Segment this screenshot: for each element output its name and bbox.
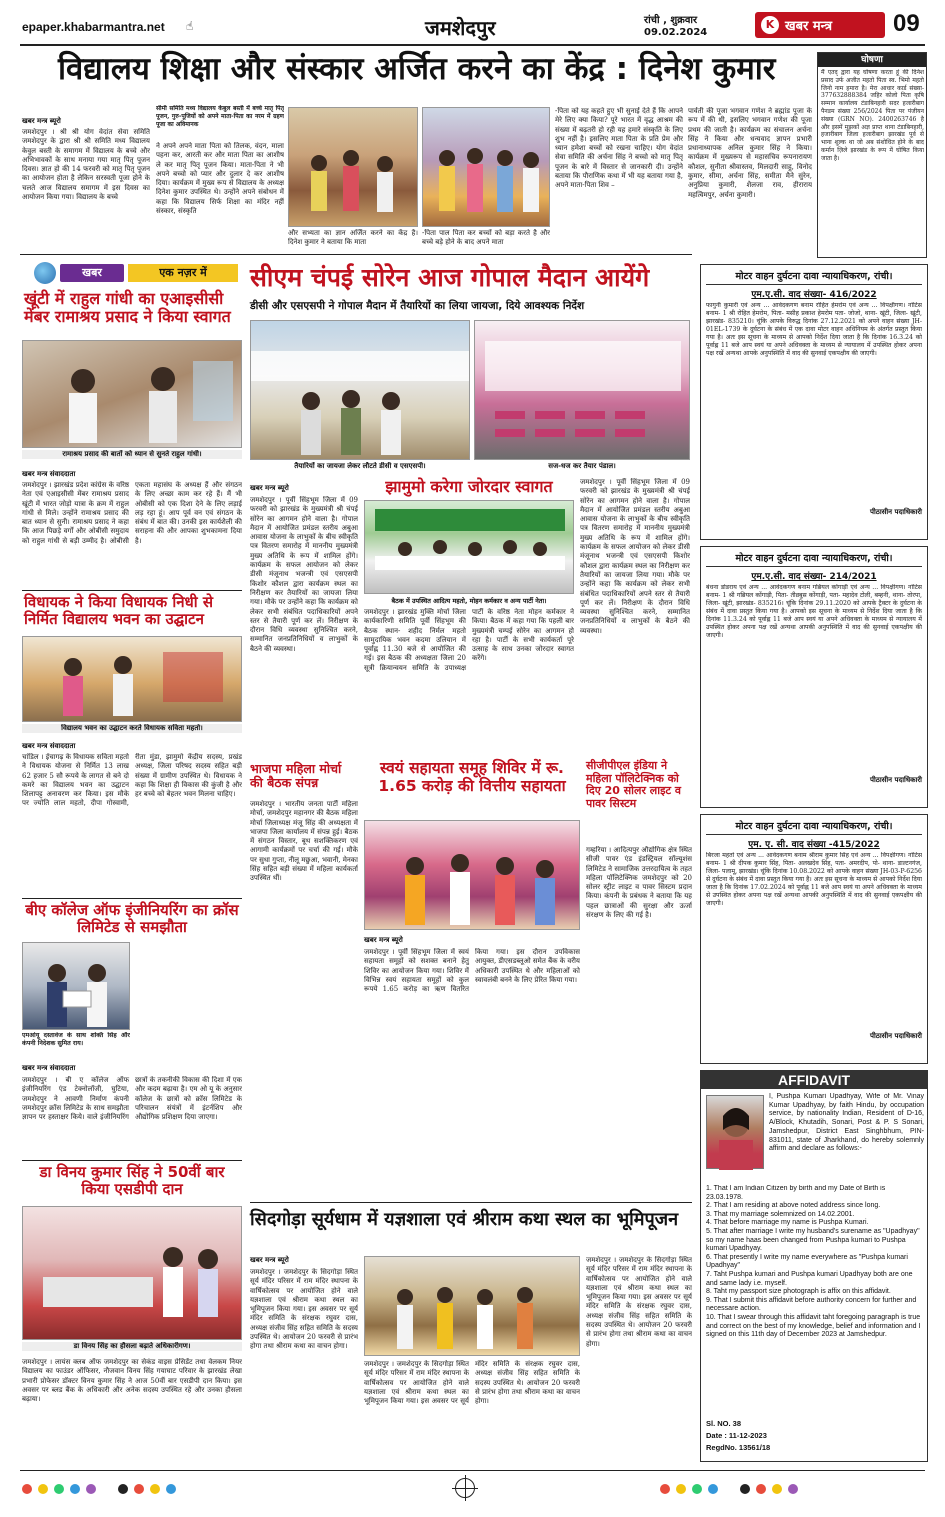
affidavit-sl-no: Sl. NO. 38 — [706, 1419, 742, 1428]
lead-photo-1 — [288, 107, 418, 227]
globe-icon — [34, 262, 56, 284]
affidavit-box — [700, 1070, 928, 1462]
donation-illustration — [23, 1207, 242, 1340]
mact-notice-1 — [700, 264, 928, 540]
vinay-text: जमशेदपुर । लायंस क्लब ऑफ जमशेदपुर का सेकंड वाइस प्रेसिडेंट तथा वेलकम नियर विद्यालय का फाउंडर ऑफिसर, नौजवान विनय सिंह गयाघाट परिवार के झारखंड लेखा प्रभारी प्रोफेसर डॉक्टर विनय कुमार सिंह ने आज 50वीं बार एसडीपी दान किया। इस अवसर पर ब्लड बैंक के अधिकारी और अनेक सदस्य उपस्थित रहे और उनका हौसला बढ़ाया। — [22, 1358, 242, 1404]
lead-dateline: खबर मन्त्र ब्यूरो — [22, 117, 61, 125]
affidavit-point: 8. Taht my passport size photograph is affix on this affidavit. — [706, 1288, 891, 1296]
masthead — [0, 0, 945, 46]
sidgora-text-2: जमशेदपुर । जमशेदपुर के सिदगोड़ा स्थित सूर्य मंदिर परिसर में राम मंदिर स्थापना के वार्षिकोत्सव पर आयोजित होने वाले यज्ञशाला एवं श्रीराम कथा स्थल का भूमिपूजन किया गया। इस अवसर पर सूर्य मंदिर समिति के संरक्षक रघुवर दास, अध्यक्ष संजीव सिंह सहित समिति के सदस्य उपस्थित थे। आयोजन 20 फरवरी से प्रारंभ होगा तथा श्रीराम कथा का वाचन होगा। — [364, 1360, 580, 1406]
children-illustration — [289, 108, 418, 227]
color-dot — [756, 1484, 766, 1494]
color-dot — [660, 1484, 670, 1494]
brand-name: खबर मन्त्र — [785, 19, 833, 34]
bea-text: जमशेदपुर । बी ए कॉलेज ऑफ इंजीनियरिंग एंड टेक्नोलॉजी, घुटिया, जमशेदपुर ने आवणी निर्माण कंपनी जमशेदपुर क्रॉस लिमिटेड के साथ समझौता ज्ञापन पर हस्ताक्षर किये। वाले इंजीनियरिंग छात्रों के तकनीकी विकास की दिशा में एक और कदम बढ़ाया है। एम ओ यू के अनुसार कॉलेज के छात्रों को क्रॉस लिमिटेड के परिचालन संयंत्रों में इंटर्नशिप और औद्योगिक प्रशिक्षण दिया जाएगा। — [22, 1076, 242, 1122]
mact-notice-2 — [700, 546, 928, 808]
page-number: 09 — [893, 10, 920, 37]
vidhayak-dateline: खबर मन्त्र संवाददाता — [22, 742, 76, 750]
divider-5 — [250, 1202, 692, 1203]
color-dot — [134, 1484, 144, 1494]
rahul-meeting-illustration — [23, 341, 242, 448]
color-dot — [38, 1484, 48, 1494]
cm-text: जमशेदपुर । पूर्वी सिंहभूम जिला में 09 फरवरी को झारखंड के मुख्यमंत्री श्री चंपई सोरेन का आगमन होने वाला है। गोपाल मैदान में आयोजित प्रमंडल स्तरीय अबुआ आवास योजना के लाभुकों के बीच स्वीकृति पत्र वितरण समारोह में माननीय मुख्यमंत्री मुख्य अतिथि के रूप में शामिल होंगे। कार्यक्रम के सफल आयोजन को लेकर डीसी मंजूनाथ भजन्त्री एवं एसएसपी किशोर कौशल द्वारा कार्यक्रम स्थल का निरीक्षण कर तैयारियों का जायजा लिया गया। मौके पर उन्होंने कहा कि कार्यक्रम को लेकर सभी संबंधित पदाधिकारियों अपने स्तर से तैयारी पूर्ण कर लें। निरीक्षण के दौरान विधि व्यवस्था सुनिश्चित करने, सम्मानित जनप्रतिनिधियों व लाभुकों के बैठने की व्यवस्था। — [250, 496, 358, 653]
vidhayak-photo — [22, 636, 242, 722]
brand-logo-icon: K — [761, 16, 779, 34]
solar-text: गम्हरिया । आदित्यपुर औद्योगिक क्षेत्र स्थित सीजी पावर एंड इंडस्ट्रियल सॉल्यूशंस लिमिटेड ने सामाजिक उत्तरदायित्व के तहत महिला पॉलिटेक्निक जमशेदपुर को 20 सोलर स्ट्रीट लाइट व पावर सिस्टम प्रदान किया। कंपनी के प्रबंधक ने बताया कि यह पहल छात्राओं की सुरक्षा और ऊर्जा संरक्षण के लिए की गई है। — [586, 846, 692, 920]
pandal-illustration — [475, 321, 690, 460]
mact-notice-3-body: बिरजा महतो एवं अन्य ... आवेदकगण बनाम श्रीराम कुमार सिंह एवं अन्य ... विपक्षीगण। नोटिस बनाम- 1 श्री दीपक कुमार सिंह, पिता- अलखदेव सिंह, पता- अमरदीप, पो- थाना- डाल्टनगंज, जिला- पलामू, झारखंड। चूंकि दिनांक 10.08.2022 को आपके वाहन संख्या JH-03-P-6256 से दुर्घटना के संबंध में दावा प्रस्तुत किया गया है। अतः इस सूचना के माध्यम से आपको निर्देश दिया जाता है कि दिनांक 17.02.2024 को पूर्वाह्न 11 बजे आप स्वयं या अपने अधिवक्ता के माध्यम से उपस्थित होकर अपना पक्ष रखें अन्यथा आपकी अनुपस्थिति में वाद की सुनवाई एकपक्षीय की जाएगी। — [706, 852, 922, 907]
ek-nazar-badge — [22, 262, 242, 284]
solar-headline: सीजीपीएल इंडिया ने महिला पॉलिटेक्निक को दिए 20 सोलर लाइट व पावर सिस्टम — [586, 759, 682, 810]
announcement-body: मैं एतद् द्वारा यह घोषणा करता हूं की दिनेश प्रसाद उर्फ अजीत महतो पिता स्व. भिमो महतो जिनो नाम हमारा है। मेरा आधार कार्ड संख्या- 377632888384 जहिर कोलो पिता कृषि सम्मान कार्यालय टंडाबिनहारी सदर हजारीबाग पैनडम संख्या 256/2024 पिता पर पंजीयन संख्या (GRN NO). 2400263746 है और इसमें मुझकों अज्ञ प्राप्त थाना टंडाबिनहारी, हजारीबाग जिला हजारीबाग झारखंड पूर्व से भाना शुल्क था जो अब संशोधित होने के बाद कर्मान ज़िले झारखंड के रूप में घोषित किया जाता है। — [821, 69, 924, 162]
site-url[interactable]: epaper.khabarmantra.net — [22, 20, 165, 34]
jmm-photo — [364, 500, 574, 594]
mact-notice-3-court: मोटर वाहन दुर्घटना दावा न्यायाधिकरण, रांची। — [706, 819, 922, 835]
rahul-headline: खूंटी में राहुल गांधी का एआइसीसी मेंबर रामाश्रय प्रसाद ने किया स्वागत — [24, 289, 231, 327]
color-dot — [22, 1484, 32, 1494]
bhoomi-pujan-illustration — [365, 1257, 580, 1356]
affidavit-point: 2. That I am residing at above noted address since long. — [706, 1202, 881, 1210]
color-dot — [118, 1484, 128, 1494]
jmm-headline: झामुमो करेगा जोरदार स्वागत — [385, 477, 553, 496]
lead-col4: पार्वती की पूजा भगवान गणेश ने ब्रह्मांड पूजा के रूप में की थी, इसलिए भगवान गणेश की पूजा प्रथम की जाती है। कार्यक्रम का संचालन अर्चना सिंह ने किया और धन्यवाद ज्ञापन प्रभारी प्रधानाध्यापक अनिल कुमार सिंह ने किया। कार्यक्रम में मुख्यरूप से महासचिव रूपनारायण कौशल, सुनीता श्रीवास्तव, मिलदारी साहु, विनोद कुमार, सीमा, अर्चना सिंह, समीता मैने सुंरेन, अनुप्रिया कुमारी, शैलजा राव, हीराराय महत्विमपुर, अर्चना कुमारी। — [688, 107, 812, 199]
color-dot — [166, 1484, 176, 1494]
rahul-caption: रामाश्रय प्रसाद की बातों को ध्यान से सुनते राहुल गांधी। — [22, 450, 242, 459]
lead-col1: जमशेदपुर । श्री श्री योग वेदांत सेवा समिति जमशेदपुर के द्वारा श्री श्री समिति मध्य विद्यालय केवुल बस्ती के समागम में विद्यालय के बच्चे और अभिभावकों के साथ मनाया गया मातृ पितृ पूजन दिवस। ज्ञात हो की 14 फरवरी को मातृ पितृ पूजन का आयोजन होता है लेकिन सरस्वती पूजा होने के चलते आज विद्यालय समागम में इस दिवस का आयोजन किया गया। विद्यालय के बच्चे — [22, 128, 150, 202]
jmm-caption: बैठक में उपस्थित आदित्य महतो, मोहन कर्मकार व अन्य पार्टी नेता। — [391, 597, 547, 605]
sidgora-photo — [364, 1256, 580, 1356]
sidgora-dateline: खबर मन्त्र ब्यूरो — [250, 1256, 289, 1264]
shg-photo — [364, 820, 580, 930]
color-dot — [772, 1484, 782, 1494]
color-dot — [788, 1484, 798, 1494]
issue-date: 09.02.2024 — [644, 27, 708, 38]
brand-badge — [755, 12, 885, 38]
lead-col2-caption: सीमी समिति मध्य विद्यालय केबुल बस्ती में बच्चे मातृ पितृ पूजन, गुरु-पूजियों को अपने माता-पिता का नरम में ग्रहण पूजा का अविमानक — [156, 105, 284, 128]
divider-4 — [22, 1160, 242, 1161]
mou-illustration — [23, 943, 130, 1030]
rahul-text: जमशेदपुर । झारखंड प्रदेश कांग्रेस के वरिष्ठ नेता एवं एआइसीसी मेंबर रामाश्रय प्रसाद खूंटी में भारत जोड़ो यात्रा के क्रम में राहुल गांधी से मिले। उन्होंने रामाश्रय प्रसाद की बात ध्यान से सुनी। रामाश्रय प्रसाद ने कहा कि आज पिछड़े वर्गों और ओबीसी समुदाय को राहुल गांधी से बड़ी उम्मीद है। ओबीसी एकता महासंघ के अध्यक्ष हैं और संगठन के लिए अच्छा काम कर रहे हैं। मैं भी ओबीसी को एक दिशा देने के लिए लड़ाई लड़ रहा हूं। आप पूर्व वन एवं संगठन के संबंध में बात की। उनकी इस कार्यशैली की सराहना की और आपका शुभकामना दिया है। — [22, 481, 242, 545]
affidavit-photo — [706, 1095, 764, 1169]
bhajpa-text: जमशेदपुर । भारतीय जनता पार्टी महिला मोर्चा, जमशेदपुर महानगर की बैठक महिला मोर्चा जिलाध्यक्ष मंजू सिंह की अध्यक्षता में भाजपा जिला कार्यालय में संपन्न हुई। बैठक में संगठन विस्तार, बूथ सशक्तिकरण एवं आगामी कार्यक्रमों पर चर्चा की गई। मौके पर सुधा गुप्ता, नीलू मछुआ, भवानी, मेनका सिंह सहित बड़ी संख्या में महिला कार्यकर्ता उपस्थित थीं। — [250, 800, 358, 883]
lead-col3: -पिता को यह कहते हुए भी सुनाई देते हैं कि आपने मेरे लिए क्या किया? पूरे भारत में वृद्ध आश्रम की संख्या में बढ़तरी हो रही यह हमारे संस्कृति के लिए शुभ नहीं है। इसलिए माता पिता के प्रति प्रेम और ध्यान हमेशा बच्चों को रखना चाहिए। योग वेदांत सेवा समिति की अर्चना सिंह ने बच्चो को मातृ पितृ पूजन के बारे में विस्तार से जानकारी दी। उन्होंने बताया कि पौराणिक कथा में भी यह बताया गया है, अपने माता-पिता शिव – — [555, 107, 683, 190]
footer-dots-left — [22, 1482, 282, 1496]
color-dot — [54, 1484, 64, 1494]
cm-photo-2-caption: सज-धज कर तैयार पंडाल। — [548, 462, 616, 470]
lead-col2: ने अपने अपने माता पिता को तिलक, वंदन, माला पहना कर, आरती कर और माता पिता का आशीष ले कर मातृ पितृ पूजन किया। माता-पिता ने भी अपने बच्चो को प्यार और दुलार दे कर आशीष दिया। कार्यक्रम में मुख्य रूप से विद्यालय के अध्यक्ष दिनेश कुमार उपस्थित थे। उन्होंने अपने संबोधन में कहा कि विद्यालय सिर्फ शिक्षा का मंदिर नहीं संस्कार, संस्कृति — [156, 142, 284, 216]
shg-dateline: खबर मन्त्र ब्यूरो — [364, 936, 403, 944]
footer-dots-right — [660, 1482, 920, 1496]
sidgora-headline: सिदगोड़ा सूर्यधाम में यज्ञशाला एवं श्रीराम कथा स्थल का भूमिपूजन — [250, 1209, 679, 1230]
bhajpa-headline: भाजपा महिला मोर्चा की बैठक संपन्न — [250, 761, 342, 791]
cm-dateline: खबर मन्त्र ब्यूरो — [250, 484, 289, 492]
color-dot — [708, 1484, 718, 1494]
shg-event-illustration — [365, 821, 580, 930]
sidgora-text-3: जमशेदपुर । जमशेदपुर के सिदगोड़ा स्थित सूर्य मंदिर परिसर में राम मंदिर स्थापना के वार्षिकोत्सव पर आयोजित होने वाले यज्ञशाला एवं श्रीराम कथा स्थल का भूमिपूजन किया गया। इस अवसर पर सूर्य मंदिर समिति के संरक्षक रघुवर दास, अध्यक्ष संजीव सिंह सहित समिति के सदस्य उपस्थित थे। आयोजन 20 फरवरी से प्रारंभ होगा तथा श्रीराम कथा का वाचन होगा। — [586, 1256, 692, 1348]
inauguration-illustration — [23, 637, 242, 722]
masthead-rule — [20, 44, 925, 46]
jmm-meeting-illustration — [365, 501, 574, 594]
parents-illustration — [423, 108, 550, 227]
vidhayak-text: चांडिल । ईचागढ़ के विधायक सविता महतो ने विधायक योजना से निर्मित 13 लाख 62 हजार 5 सौ रूपये के लागत से बने दो कमरे का विद्यालय भवन का उद्घाटन शिलापट्ट अनावरण कर किया। इस मौके पर ज्योति लाल महतो, दीपा गोस्वामी, रीता मुंडा, झामुमो केंद्रीय सदस्य, प्रखंड अध्यक्ष, जिला परिषद सदस्य सहित बड़ी संख्या में ग्रामीण उपस्थित थे। विधायक ने कहा कि शिक्षा ही विकास की कुंजी है और हर बच्चे को बेहतर भवन मिलना चाहिए। — [22, 753, 242, 808]
vinay-caption: डा विनय सिंह का हौसला बढ़ाते अधिकारीगण। — [22, 1342, 242, 1351]
affidavit-point: 4. That before marriage my name is Pushpa Kumari. — [706, 1219, 869, 1227]
portrait-icon — [707, 1096, 765, 1170]
cm-headline: सीएम चंपई सोरेन आज गोपाल मैदान आयेंगे — [250, 263, 650, 292]
announcement-box — [817, 52, 927, 258]
mact-notice-2-case: एम.ए.सी. वाद संख्या- 214/2021 — [751, 572, 877, 582]
shg-text: जमशेदपुर । पूर्वी सिंहभूम जिला में स्वयं सहायता समूहों को सशक्त बनाने हेतु शिविर का आयोजन किया गया। शिविर में विभिन्न स्वयं सहायता समूहों को कुल रूपये 1.65 करोड़ का ऋण वितरित किया गया। इस दौरान उपविकास आयुक्त, डीएसडब्लूओ समेत बैंक के वरीय अधिकारी उपस्थित थे और महिलाओं को स्वावलंबी बनने के लिए प्रेरित किया गया। — [364, 948, 580, 994]
sidgora-text: जमशेदपुर । जमशेदपुर के सिदगोड़ा स्थित सूर्य मंदिर परिसर में राम मंदिर स्थापना के वार्षिकोत्सव पर आयोजित होने वाले यज्ञशाला एवं श्रीराम कथा स्थल का भूमिपूजन किया गया। इस अवसर पर सूर्य मंदिर समिति के संरक्षक रघुवर दास, अध्यक्ष संजीव सिंह सहित समिति के सदस्य उपस्थित थे। आयोजन 20 फरवरी से प्रारंभ होगा तथा श्रीराम कथा का वाचन होगा। — [250, 1268, 358, 1351]
mact-notice-1-body: फागुनी कुमारी एवं अन्य ... आवेदकगण बनाम रोहित हेमरोम एवं अन्य ... विपक्षीगण। नोटिस बनाम- 1 श्री रोहित हेमरोम, पिता- मसीह प्रकाश हेमरोम पता- जोजो, थाना- खूंटी, जिला- खूंटी, झारखंड- 835210। चूंकि आपके विरुद्ध दिनांक 27.12.2021 को अपने वाहन संख्या JH-01EL-1739 के दुर्घटना के संबंध में एक दावा मोटर वाहन अधिनियम के अंतर्गत प्रस्तुत किया गया है। अतः इस सूचना के माध्यम से आपको निर्देश दिया जाता है कि दिनांक 16.3.24 को पूर्वाह्न 11 बजे आप स्वयं या अपने अधिवक्ता के माध्यम से न्यायालय में उपस्थित होकर अपना पक्ष रखें अन्यथा आपके अनुपस्थिति में वाद की सुनवाई एकपक्षीय की जाएगी। — [706, 302, 922, 357]
vidhayak-headline: विधायक ने किया विधायक निधी से निर्मित विद्यालय भवन का उद्घाटन — [24, 593, 213, 629]
affidavit-title: AFFIDAVIT — [701, 1071, 927, 1089]
affidavit-date: Date : 11-12-2023 — [706, 1431, 767, 1440]
affidavit-point: 5. That after marriage I write my husband's surename as "Upadhyay" so my name haas been changed from Pushpa kumari to Pushpa kumari Upadhyay. — [706, 1227, 920, 1253]
affidavit-point: 7. Taht Pushpa kumari and Pushpa kumari Upadhyay both are one and same lady i.e. myself. — [706, 1270, 913, 1287]
affidavit-point: 3. That my marriage solemnized on 14.02.2001. — [706, 1210, 855, 1218]
rahul-photo — [22, 340, 242, 448]
cm-photo-1-caption: तैयारियों का जायजा लेकर लौटते डीसी व एसएसपी। — [294, 462, 426, 470]
affidavit-regd: RegdNo. 13561/18 — [706, 1443, 771, 1452]
color-dot — [676, 1484, 686, 1494]
affidavit-intro: I, Pushpa Kumari Upadhyay, Wife of Mr. Vinay Kumar Upadhyay, by faith Hindu, by occupation service, by nationality Indian, Resident of D-16, A/Block, Khutadih, Sonari, Post & P. S Sonari, Jamshedpur, District East Singhbhum, PIN-831011, state of Jharkhand, do hereby solemnly affirm and declare as follows:- — [769, 1093, 924, 1153]
cm-photo-2 — [474, 320, 690, 460]
officials-illustration — [251, 321, 470, 460]
divider-1 — [20, 254, 692, 255]
city-day: रांची , शुक्रवार — [644, 15, 698, 26]
affidavit-point: 1. That I am Indian Citizen by birth and my Date of Birth is 23.03.1978. — [706, 1185, 886, 1201]
mact-notice-2-court: मोटर वाहन दुर्घटना दावा न्यायाधिकरण, रांची। — [706, 551, 922, 567]
announcement-title: घोषणा — [818, 53, 926, 67]
lead-photo-2-caption: -पिता पाल पिता कर बच्चों को बड़ा करते है और बच्चे बड़े होने के बाद अपने माता — [422, 229, 550, 247]
ek-nazar-label: एक नज़र में — [128, 264, 238, 282]
color-dot — [692, 1484, 702, 1494]
divider-3 — [22, 898, 242, 899]
bea-dateline: खबर मन्त्र संवाददाता — [22, 1064, 76, 1072]
affidavit-point: 9. That I submit this affidavit before authority concern for further and necessare action. — [706, 1296, 917, 1313]
bea-caption: एमओयू दस्तावेज के साथ शक्ति सिंह और कंपनी निदेशक सुमित राय। — [22, 1032, 130, 1047]
jmm-text: जमशेदपुर । झारखंड मुक्ति मोर्चा जिला कार्यकारिणी समिति पूर्वी सिंहभूम की बैठक स्थान- शहीद निर्मल महतो सामुदायिक भवन कदमा उलियान में पूर्वाह्न 11.30 बजे से आयोजित की गई। इस बैठक की अध्यक्षता जिला 20 सूत्री क्रियान्वयन समिति के उपाध्यक्ष पार्टी के वरिष्ठ नेता मोहन कर्मकार ने किया। बैठक में कहा गया कि पहली बार मुख्यमंत्री चम्पई सोरेन का आगमन हो रहा है। पार्टी के सभी कार्यकर्ता पूरे उत्साह के साथ उनका जोरदार स्वागत करेंगे। — [364, 608, 574, 672]
section-name: जमशेदपुर — [425, 16, 496, 40]
rahul-dateline: खबर मन्त्र संवाददाता — [22, 470, 76, 478]
ek-nazar-brand: खबर — [60, 264, 124, 282]
shg-headline: स्वयं सहायता समूह शिविर में रू. 1.65 करोड़ की वित्तीय सहायता — [378, 759, 566, 795]
mact-notice-1-sign: पीठासीन पदाधिकारी — [869, 508, 922, 516]
lead-photo-1-caption: और सभ्यता का ज्ञान अर्जित करने का केंद्र है। दिनेश कुमार ने बताया कि माता — [288, 229, 418, 247]
mact-notice-2-sign: पीठासीन पदाधिकारी — [869, 776, 922, 784]
cm-subhead: डीसी और एसएसपी ने गोपाल मैदान में तैयारियों का लिया जायजा, दिये आवश्यक निर्देश — [250, 300, 585, 312]
vinay-photo — [22, 1206, 242, 1340]
mact-notice-3-sign: पीठासीन पदाधिकारी — [869, 1032, 922, 1040]
bea-photo — [22, 942, 130, 1030]
affidavit-point: 10. That I swear through this affidavit taht foregoing paragraph is true and correct on the best of my knowledge, belief and information and I signed on this 11th day of December 2023 at Jamshedpur. — [706, 1313, 921, 1339]
cursor-icon: ☝ — [186, 19, 194, 33]
crosshair-v — [465, 1475, 466, 1501]
color-dot — [70, 1484, 80, 1494]
registration-mark-icon — [455, 1478, 475, 1498]
lead-headline: विद्यालय शिक्षा और संस्कार अर्जित करने का केंद्र : दिनेश कुमार — [58, 51, 776, 87]
mact-notice-3-case: एम. ए. सी. वाद संख्या -415/2022 — [748, 840, 880, 850]
mact-notice-1-court: मोटर वाहन दुर्घटना दावा न्यायाधिकरण, रांची। — [706, 269, 922, 285]
footer-rule — [20, 1470, 925, 1471]
mact-notice-1-case: एम.ए.सी. वाद संख्या- 416/2022 — [751, 290, 877, 300]
vidhayak-caption: विद्यालय भवन का उद्घाटन करते विधायक सविता महतो। — [22, 724, 242, 733]
color-dot — [150, 1484, 160, 1494]
mact-notice-3 — [700, 814, 928, 1064]
cm-photo-1 — [250, 320, 470, 460]
lead-photo-2 — [422, 107, 550, 227]
cm-text-cont: जमशेदपुर । पूर्वी सिंहभूम जिला में 09 फरवरी को झारखंड के मुख्यमंत्री श्री चंपई सोरेन का आगमन होने वाला है। गोपाल मैदान में आयोजित प्रमंडल स्तरीय अबुआ आवास योजना के लाभुकों के बीच स्वीकृति पत्र वितरण समारोह में माननीय मुख्यमंत्री मुख्य अतिथि के रूप में शामिल होंगे। कार्यक्रम के सफल आयोजन को लेकर डीसी मंजूनाथ भजन्त्री एवं एसएसपी किशोर कौशल द्वारा कार्यक्रम स्थल का निरीक्षण कर तैयारियों का जायजा लिया गया। मौके पर उन्होंने कहा कि कार्यक्रम को लेकर सभी संबंधित पदाधिकारियों अपने स्तर से तैयारी पूर्ण कर लें। निरीक्षण के दौरान विधि व्यवस्था सुनिश्चित करने, सम्मानित जनप्रतिनिधियों व लाभुकों के बैठने की व्यवस्था। — [580, 478, 690, 635]
affidavit-points — [706, 1185, 924, 1405]
affidavit-point: 6. That presently I write my name everywhere as "Pushpa kumari Upadhyay" — [706, 1253, 908, 1270]
vinay-headline: डा विनय कुमार सिंह ने 50वीं बार किया एसडीपी दान — [39, 1163, 225, 1199]
color-dot — [86, 1484, 96, 1494]
bea-headline: बीए कॉलेज ऑफ इंजीनियरिंग का क्रॉस लिमिटेड से समझौता — [25, 901, 239, 937]
color-dot — [740, 1484, 750, 1494]
mact-notice-2-body: बंधना डोडराय एवं अन्य ... आवेदकगण बनाम गब्रियल कोंगाड़ी एवं अन्य ... विपक्षीगण। नोटिस बनाम- 1 श्री गब्रियल कोंगाड़ी, पिता- तीव्रबुस कोंगाड़ी, पता- महादेव टोली, बम्हनी, थाना- तोरपा, जिला- खूंटी, झारखंड- 835216। चूंकि दिनांक 29.11.2020 को आपके ट्रैक्टर के दुर्घटना के संबंध में दावा प्रस्तुत किया गया है। आपको इस सूचना के माध्यम से निर्देश दिया जाता है कि दिनांक 11.3.24 को पूर्वाह्न 11 बजे आप स्वयं या अपने अधिवक्ता के माध्यम से न्यायालय में उपस्थित होकर अपना पक्ष रखें अन्यथा आपकी अनुपस्थिति में वाद की सुनवाई एकपक्षीय की जाएगी। — [706, 584, 922, 639]
divider-2 — [22, 590, 242, 591]
